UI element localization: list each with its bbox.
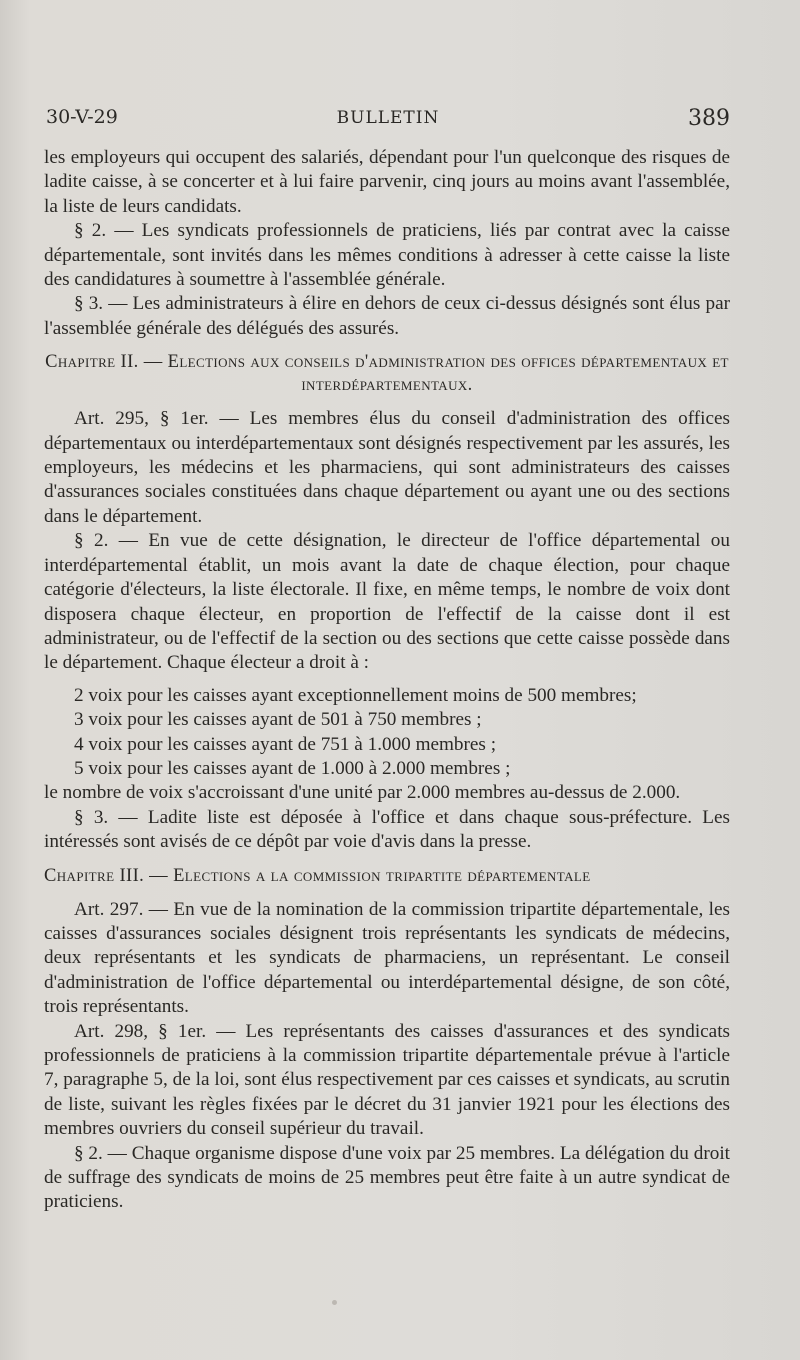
list-item: 3 voix pour les caisses ayant de 501 à 750 membres ; [74, 709, 482, 731]
paragraph: § 3. — Les administrateurs à élire en dehors de ceux ci-dessus désignés sont élus par l'assemblée générale des délégués des assurés. [44, 293, 730, 339]
page-number: 389 [688, 106, 730, 131]
list-item: 5 voix pour les caisses ayant de 1.000 à 2.000 membres ; [74, 757, 511, 779]
page-mark [332, 1300, 337, 1305]
paragraph: § 2. — Les syndicats professionnels de praticiens, liés par contrat avec la caisse départementale, sont invités dans les mêmes conditions à adresser à cette caisse la liste des candidatures à soumettre à l'assemblée générale. [44, 220, 730, 291]
paragraph: Art. 297. — En vue de la nomination de la commission tripartite départementale, les caisses d'assurances sociales désignent trois représentants les syndicats de médecins, deux représentants et les syndicats de pharmaciens, un représentant. Le conseil d'administration de l'office départemental ou interdépartemental désigne, de son côté, trois représentants. [44, 898, 730, 1018]
chapter-heading: Chapitre II. — Elections aux conseils d'administration des offices départementaux et interdépartementaux. [45, 352, 729, 396]
list-item: 4 voix pour les caisses ayant de 751 à 1.000 membres ; [74, 733, 497, 755]
paragraph: § 2. — En vue de cette désignation, le directeur de l'office départemental ou interdépartemental établit, un mois avant la date de chaque élection, pour chaque catégorie d'électeurs, la liste électorale. Il fixe, en même temps, le nombre de voix dont disposera chaque électeur, en proportion de l'effectif de la caisse dont il est administrateur, ou de l'effectif de la section ou des sections que cette caisse possède dans le département. Chaque électeur a droit à : [44, 530, 730, 674]
paragraph: les employeurs qui occupent des salariés, dépendant pour l'un quelconque des risques de ladite caisse, à se concerter et à lui faire parvenir, cinq jours au moins avant l'assemblée, la liste de leurs candidats. [44, 147, 730, 217]
body-text [44, 146, 730, 1215]
paragraph: Art. 295, § 1er. — Les membres élus du conseil d'administration des offices départementaux ou interdépartementaux sont désignés respectivement par les assurés, les employeurs, les médecins et les pharmaciens, qui sont administrateurs des caisses d'assurances sociales constituées dans chaque département ou ayant une ou des sections dans le département. [44, 408, 730, 527]
paragraph: le nombre de voix s'accroissant d'une unité par 2.000 membres au-dessus de 2.000. [44, 782, 681, 804]
paragraph: § 2. — Chaque organisme dispose d'une voix par 25 membres. La délégation du droit de suffrage des syndicats de moins de 25 membres peut être faite à un autre syndicat de praticiens. [44, 1142, 730, 1213]
paragraph: § 3. — Ladite liste est déposée à l'office et dans chaque sous-préfecture. Les intéressés sont avisés de ce dépôt par voie d'avis dans la presse. [44, 806, 730, 853]
chapter-heading: Chapitre III. — Elections a la commission tripartite départementale [44, 865, 591, 886]
running-header [46, 106, 730, 146]
header-title: BULLETIN [336, 108, 440, 128]
header-date: 30-V-29 [46, 106, 118, 128]
votes-list [44, 684, 730, 782]
paragraph: Art. 298, § 1er. — Les représentants des caisses d'assurances et des syndicats professionnels de praticiens à la commission tripartite départementale prévue à l'article 7, paragraphe 5, de la loi, sont élus respectivement par ces caisses et syndicats, au scrutin de liste, suivant les règles fixées par le décret du 31 janvier 1921 pour les élections des membres ouvriers du conseil supérieur du travail. [44, 1020, 730, 1140]
list-item: 2 voix pour les caisses ayant exceptionnellement moins de 500 membres; [74, 684, 637, 706]
